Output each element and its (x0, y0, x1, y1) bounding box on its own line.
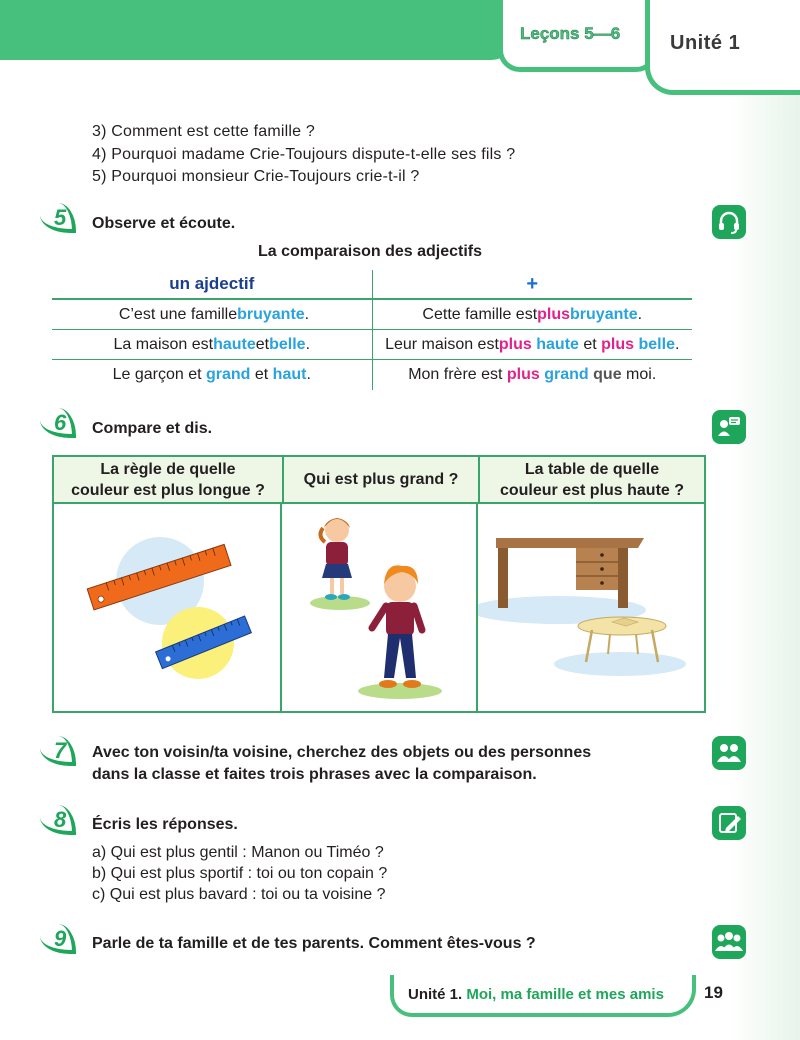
compare-picture-table (52, 455, 706, 713)
comparison-row (52, 360, 692, 390)
pencil-icon (712, 806, 746, 840)
question-b: b) Qui est plus sportif : toi ou ton copain ? (92, 865, 388, 882)
group-icon (712, 925, 746, 959)
cell-right: Cette famille est plus bruyante . (372, 300, 693, 329)
exercise-5-title: Observe et écoute. (92, 215, 236, 232)
page-number: 19 (704, 983, 723, 1002)
cell-left: Le garçon et grand et haut . (112, 366, 311, 383)
headphones-icon (712, 205, 746, 239)
comparison-table (52, 270, 692, 390)
cell-right: Leur maison est plus haute et plus belle . (372, 330, 693, 359)
tables-illustration (476, 504, 704, 711)
exercise-9-badge: 9 (40, 924, 84, 964)
header-table-question: La table de quelle couleur est plus haute ? (478, 457, 704, 502)
unit-label (670, 32, 740, 55)
exercise-8-title: Écris les réponses. (92, 816, 238, 833)
speech-icon (712, 410, 746, 444)
pair-icon (712, 736, 746, 770)
unit-number: 1 (728, 32, 741, 54)
header-children-question: Qui est plus grand ? (282, 457, 478, 502)
comparison-caption: La comparaison des adjectifs (257, 243, 483, 260)
question-c: c) Qui est plus bavard : toi ou ta voisine ? (92, 886, 386, 903)
comparison-row (52, 300, 692, 330)
exercise-5-badge: 5 (40, 203, 84, 243)
question-a: a) Qui est plus gentil : Manon ou Timéo ? (92, 844, 384, 861)
question-3: 3) Comment est cette famille ? (92, 123, 315, 140)
exercise-6-badge: 6 (40, 408, 84, 448)
exercise-7-line-2: dans la classe et faites trois phrases avec la comparaison. (92, 766, 537, 783)
exercise-7-badge: 7 (40, 736, 84, 776)
exercise-9-title: Parle de ta famille et de tes parents. Comment êtes-vous ? (92, 935, 536, 952)
cell-left: C’est une famille bruyante . (118, 305, 310, 323)
lessons-label: Leçons 5—6 (520, 24, 621, 43)
exercise-6-title: Compare et dis. (92, 420, 213, 437)
question-5: 5) Pourquoi monsieur Crie-Toujours crie-t-il ? (92, 168, 420, 185)
rulers-illustration (54, 504, 280, 711)
picture-table-header (54, 457, 704, 504)
header-plus: + (372, 270, 693, 298)
footer-unit-title: Unité 1. Moi, ma famille et mes amis (408, 986, 664, 1003)
cell-right: Mon frère est plus grand que moi. (372, 360, 693, 390)
question-4: 4) Pourquoi madame Crie-Toujours dispute-t-elle ses fils ? (92, 146, 516, 163)
exercise-7-line-1: Avec ton voisin/ta voisine, cherchez des objets ou des personnes (92, 744, 592, 761)
comparison-row (52, 330, 692, 360)
comparison-header-row (52, 270, 692, 300)
cell-left: La maison est haute et belle . (113, 335, 311, 353)
header-adjective: un ajdectif (169, 274, 255, 293)
header-band (0, 0, 520, 60)
header-ruler-question: La règle de quelle couleur est plus longue ? (71, 460, 265, 499)
unit-word: Unité (670, 32, 723, 54)
exercise-8-badge: 8 (40, 805, 84, 845)
children-illustration (280, 504, 476, 711)
